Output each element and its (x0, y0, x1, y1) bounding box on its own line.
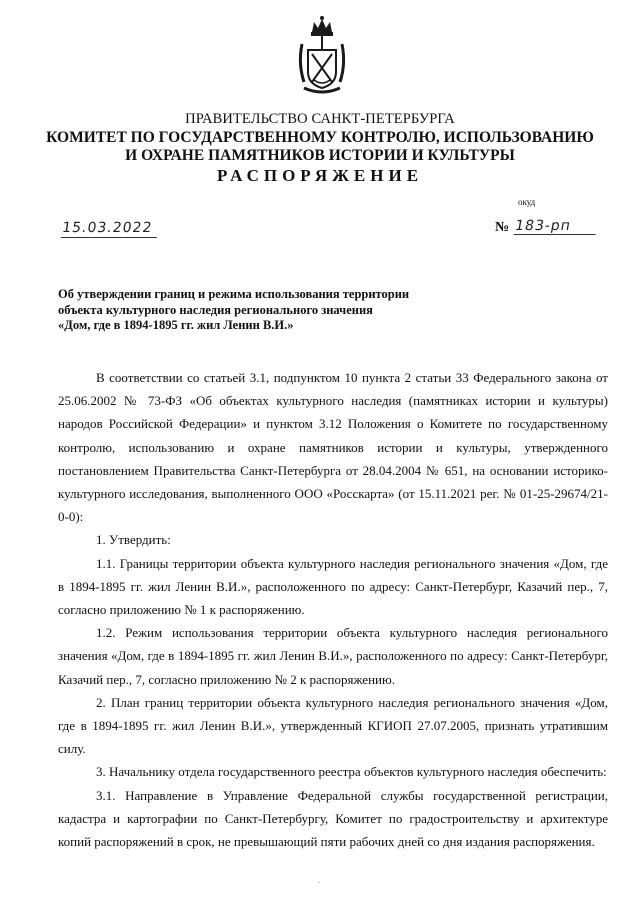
spb-coat-of-arms-icon (296, 14, 348, 98)
footer-mark: . (318, 876, 320, 885)
document-subject (58, 287, 438, 334)
paragraph-preamble: В соответствии со статьей 3.1, подпунктом 10 пункта 2 статьи 33 Федерального закона от 25.06.2002 № 73-ФЗ «Об объектах культурного наследия (памятниках истории и культуры) народов Российской Федерации» и пунктом 3.12 Положения о Комитете по государственному контролю, использованию и охране памятников истории и культуры, утвержденного постановлением Правительства Санкт-Петербурга от 28.04.2004 № 651, на основании историко-культурного исследования, выполненного ООО «Росскарта» (от 15.11.2021 рег. № 01-25-29674/21-0-0): (58, 370, 608, 525)
document-body (58, 366, 608, 853)
paragraph-2: 2. План границ территории объекта культурного наследия регионального значения «Дом, где в 1894-1895 гг. жил Ленин В.И.», утвержденный КГИОП 27.07.2005, признать утратившим силу. (58, 694, 608, 757)
paragraph-3: 3. Начальнику отдела государственного реестра объектов культурного наследия обеспечить: (96, 764, 607, 780)
paragraph-1-2: 1.2. Режим использования территории объекта культурного наследия регионального значения «Дом, где в 1894-1895 гг. жил Ленин В.И.», расположенного по адресу: Санкт-Петербург, Казачий пер., 7, согласно приложению № 2 к распоряжению. (58, 625, 608, 687)
handwritten-number: 183-рп (514, 218, 599, 235)
paragraph-1-1: 1.1. Границы территории объекта культурного наследия регионального значения «Дом, где в 1894-1895 гг. жил Ленин В.И.», расположенного по адресу: Санкт-Петербург, Казачий пер., 7, согласно приложению № 1 к распоряжению. (58, 555, 608, 618)
subject-line2: объекта культурного наследия регионального значения (58, 302, 373, 317)
paragraph-1: 1. Утвердить: (96, 532, 171, 548)
committee-title (0, 129, 640, 165)
committee-title-line1: КОМИТЕТ ПО ГОСУДАРСТВЕННОМУ КОНТРОЛЮ, ИСПОЛЬЗОВАНИЮ (46, 129, 594, 146)
subject-line1: Об утверждении границ и режима использования территории (58, 287, 410, 301)
subject-line3: «Дом, где в 1894-1895 гг. жил Ленин В.И.» (58, 318, 294, 332)
document-type: РАСПОРЯЖЕНИЕ (216, 166, 424, 185)
paragraph-3-1: 3.1. Направление в Управление Федеральной службы государственной регистрации, кадастра и картографии по Санкт-Петербургу, Комитет по градостроительству и архитектуре копий распоряжений в срок, не превышающий пяти рабочих дней со дня издания распоряжения. (58, 787, 608, 850)
okud-label: окуд (518, 197, 536, 207)
handwritten-date: 15.03.2022 (61, 220, 160, 238)
committee-title-line2: И ОХРАНЕ ПАМЯТНИКОВ ИСТОРИИ И КУЛЬТУРЫ (125, 147, 515, 164)
government-title: ПРАВИТЕЛЬСТВО САНКТ-ПЕТЕРБУРГА (185, 111, 455, 127)
number-sign: № (495, 220, 510, 235)
